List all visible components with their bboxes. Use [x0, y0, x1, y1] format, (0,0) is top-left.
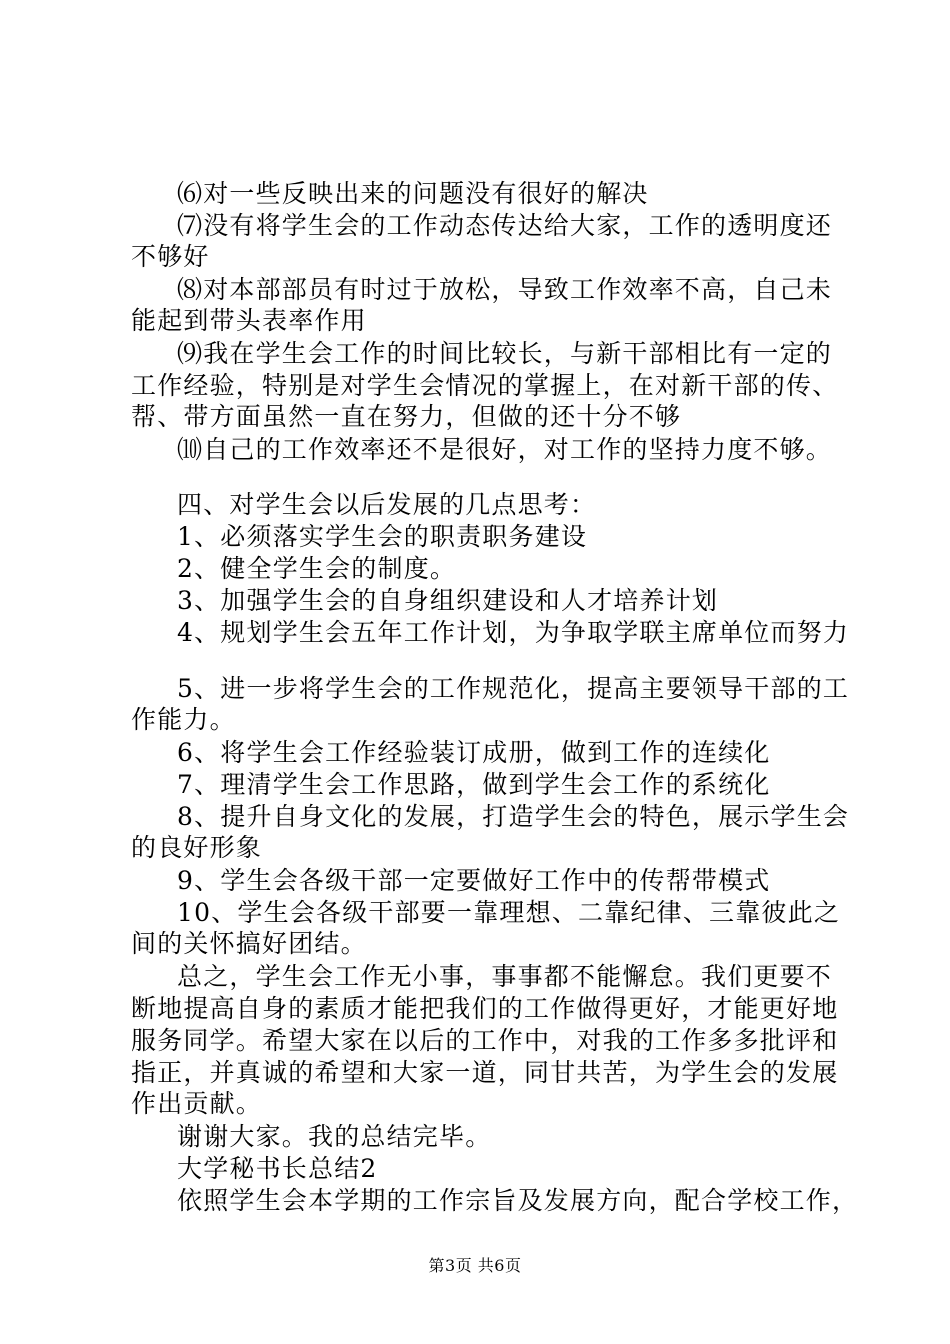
text-line: ⑻对本部部员有时过于放松，导致工作效率不高，自己未: [177, 275, 833, 304]
list-item: 3、加强学生会的自身组织建设和人才培养计划: [177, 586, 719, 615]
text-line: 的良好形象: [131, 833, 263, 862]
text-line: 总之，学生会工作无小事，事事都不能懈怠。我们更要不: [177, 962, 833, 991]
section-heading: 四、对学生会以后发展的几点思考：: [177, 490, 597, 519]
list-item: 10、学生会各级干部要一靠理想、二靠纪律、三靠彼此之: [177, 898, 841, 927]
text-line: 工作经验，特别是对学生会情况的掌握上，在对新干部的传、: [131, 371, 839, 400]
list-item: 4、规划学生会五年工作计划，为争取学联主席单位而努力: [177, 618, 850, 647]
list-item: 7、理清学生会工作思路，做到学生会工作的系统化: [177, 770, 771, 799]
list-item: 2、健全学生会的制度。: [177, 554, 457, 583]
page-footer: 第3页 共6页: [428, 1256, 522, 1275]
text-line: 断地提高自身的素质才能把我们的工作做得更好，才能更好地: [131, 994, 839, 1023]
text-line: ⑽自己的工作效率还不是很好，对工作的坚持力度不够。: [177, 435, 833, 464]
text-line: 帮、带方面虽然一直在努力，但做的还十分不够: [131, 402, 682, 431]
list-item: 1、必须落实学生会的职责职务建设: [177, 522, 588, 551]
list-item: 9、学生会各级干部一定要做好工作中的传帮带模式: [177, 866, 771, 895]
list-item: 6、将学生会工作经验装订成册，做到工作的连续化: [177, 738, 771, 767]
list-item: 8、提升自身文化的发展，打造学生会的特色，展示学生会: [177, 802, 850, 831]
text-line: ⑹对一些反映出来的问题没有很好的解决: [177, 179, 649, 208]
text-line: 能起到带头表率作用: [131, 306, 367, 335]
subheading: 大学秘书长总结2: [177, 1154, 378, 1183]
text-line: 作能力。: [131, 705, 236, 734]
text-line: 指正，并真诚的希望和大家一道，同甘共苦，为学生会的发展: [131, 1058, 839, 1087]
text-line: 依照学生会本学期的工作宗旨及发展方向，配合学校工作，: [177, 1186, 859, 1215]
text-line: 服务同学。希望大家在以后的工作中，对我的工作多多批评和: [131, 1026, 839, 1055]
list-item: 5、进一步将学生会的工作规范化，提高主要领导干部的工: [177, 674, 850, 703]
text-line: ⑺没有将学生会的工作动态传达给大家，工作的透明度还: [177, 211, 833, 240]
text-line: 谢谢大家。我的总结完毕。: [177, 1122, 492, 1151]
text-line: 间的关怀搞好团结。: [131, 929, 367, 958]
text-line: 作出贡献。: [131, 1089, 263, 1118]
text-line: ⑼我在学生会工作的时间比较长，与新干部相比有一定的: [177, 339, 833, 368]
text-line: 不够好: [131, 242, 210, 271]
